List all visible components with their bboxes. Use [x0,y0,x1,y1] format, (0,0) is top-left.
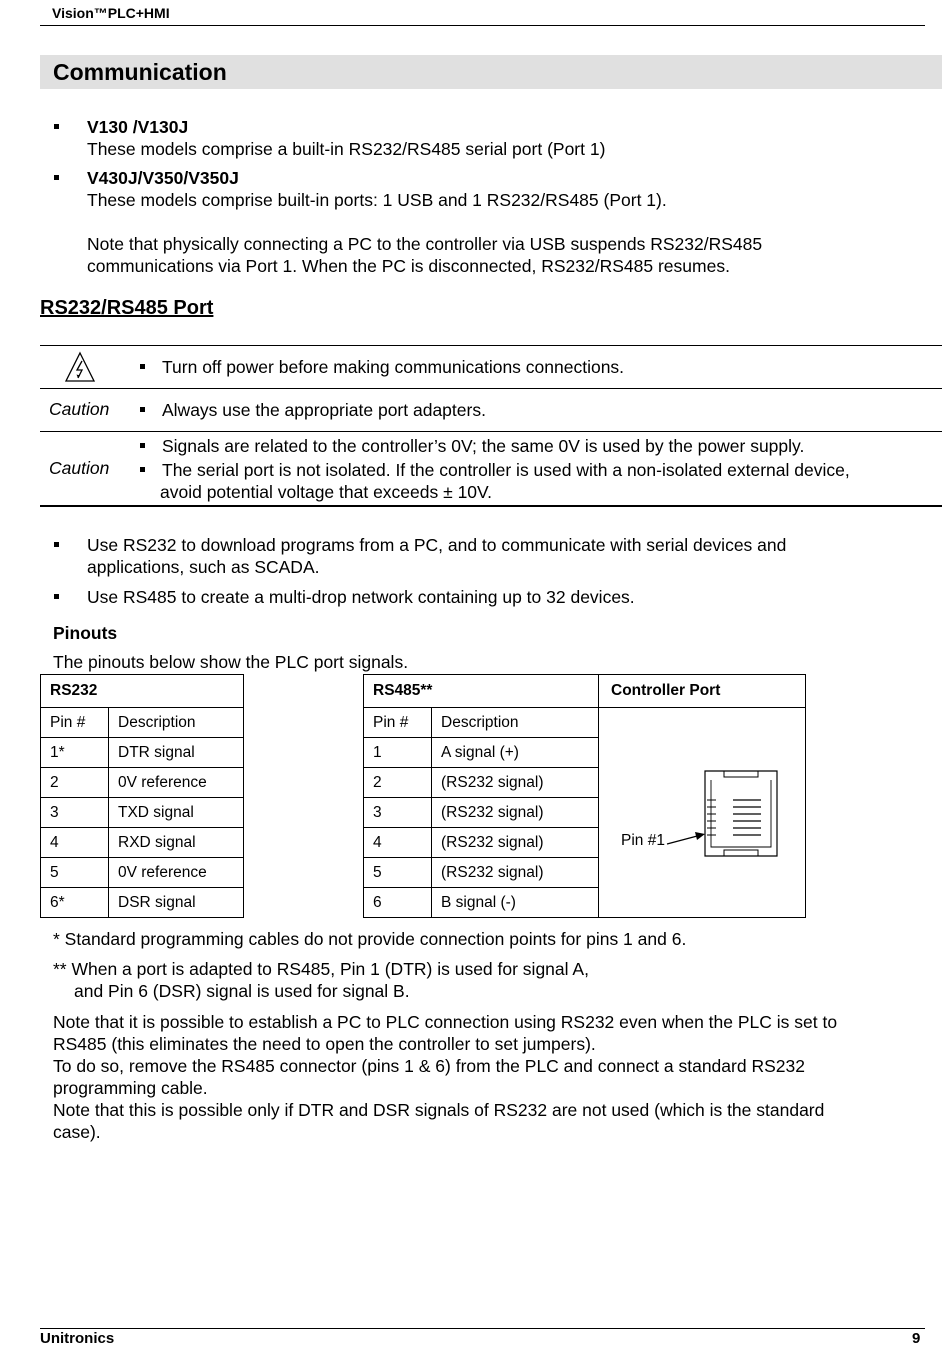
description-cell: (RS232 signal) [432,858,599,888]
model-description: These models comprise a built-in RS232/RS485 serial port (Port 1) [87,139,606,159]
pin-cell: 2 [41,768,109,798]
closing-paragraph-line: To do so, remove the RS485 connector (pins 1 & 6) from the PLC and connect a standard RS232 [53,1056,805,1076]
caution-table-rule [40,345,942,346]
pin-1-label: Pin #1 [621,832,665,849]
table-row [41,858,244,888]
table-title: RS232 [41,675,244,708]
closing-paragraph-line: Note that this is possible only if DTR and DSR signals of RS232 are not used (which is the standard [53,1100,825,1120]
pin-cell: 4 [364,828,432,858]
header-rule [40,25,925,26]
description-cell: DTR signal [109,738,244,768]
description-cell: RXD signal [109,828,244,858]
table-row [41,738,244,768]
column-header: Description [432,708,599,738]
description-cell: (RS232 signal) [432,828,599,858]
controller-port-title: Controller Port [599,675,806,708]
caution-table-rule [40,431,942,432]
usage-text: applications, such as SCADA. [87,557,320,577]
model-description: These models comprise built-in ports: 1 USB and 1 RS232/RS485 (Port 1). [87,190,667,210]
caution-table-rule [40,505,942,507]
caution-text: Turn off power before making communications connections. [162,357,625,377]
footer-company: Unitronics [40,1330,115,1347]
bullet-marker [54,175,59,180]
rs232-pin-table [40,674,244,918]
pin-cell: 2 [364,768,432,798]
pin-cell: 1 [364,738,432,768]
description-cell: DSR signal [109,888,244,918]
bullet-marker [140,443,145,448]
table-row [41,888,244,918]
description-cell: (RS232 signal) [432,798,599,828]
pin-cell: 1* [41,738,109,768]
pin-cell: 6 [364,888,432,918]
pin-cell: 3 [364,798,432,828]
bullet-marker [54,542,59,547]
bullet-marker [54,594,59,599]
description-cell: TXD signal [109,798,244,828]
usage-text: Use RS485 to create a multi-drop network containing up to 32 devices. [87,587,635,607]
caution-table-rule [40,388,942,389]
electric-shock-warning-icon [64,351,96,383]
closing-paragraph-line: Note that it is possible to establish a PC to PLC connection using RS232 even when the PLC is set to [53,1012,838,1032]
footnote: and Pin 6 (DSR) signal is used for signal B. [74,981,410,1001]
usage-text: Use RS232 to download programs from a PC, and to communicate with serial devices and [87,535,787,555]
pin-cell: 5 [41,858,109,888]
footer-rule [40,1328,925,1329]
description-cell: 0V reference [109,858,244,888]
bullet-marker [54,124,59,129]
usb-note-line: communications via Port 1. When the PC is disconnected, RS232/RS485 resumes. [87,256,730,276]
page-number: 9 [912,1330,921,1347]
footnote: ** When a port is adapted to RS485, Pin 1 (DTR) is used for signal A, [53,959,589,979]
table-row [41,828,244,858]
bullet-marker [140,364,145,369]
model-name: V430J/V350/V350J [87,168,239,188]
footnote: * Standard programming cables do not provide connection points for pins 1 and 6. [53,929,687,949]
closing-paragraph-line: RS485 (this eliminates the need to open the controller to set jumpers). [53,1034,596,1054]
controller-port-cell [599,708,806,918]
caution-text: Signals are related to the controller’s 0V; the same 0V is used by the power supply. [162,436,805,456]
closing-paragraph-line: programming cable. [53,1078,208,1098]
running-header: Vision™PLC+HMI [52,5,170,21]
table-row [41,768,244,798]
rj-connector-icon [599,708,803,920]
column-header: Pin # [41,708,109,738]
caution-label: Caution [49,399,110,419]
pin-cell: 6* [41,888,109,918]
caution-text: The serial port is not isolated. If the controller is used with a non-isolated external device, [162,460,850,480]
description-cell: B signal (-) [432,888,599,918]
port-heading: RS232/RS485 Port [40,297,214,319]
closing-paragraph-line: case). [53,1122,101,1142]
usb-note-line: Note that physically connecting a PC to the controller via USB suspends RS232/RS485 [87,234,763,254]
pin-cell: 4 [41,828,109,858]
model-name: V130 /V130J [87,117,189,137]
pinouts-heading: Pinouts [53,623,118,643]
description-cell: 0V reference [109,768,244,798]
column-header: Pin # [364,708,432,738]
table-row [41,798,244,828]
column-header: Description [109,708,244,738]
pinouts-intro: The pinouts below show the PLC port signals. [53,652,409,672]
pin-cell: 3 [41,798,109,828]
caution-text: Always use the appropriate port adapters. [162,400,486,420]
bullet-marker [140,467,145,472]
section-title: Communication [53,59,227,85]
caution-text: avoid potential voltage that exceeds ± 10V. [160,482,492,502]
rs485-pin-table [363,674,806,918]
pin-cell: 5 [364,858,432,888]
description-cell: (RS232 signal) [432,768,599,798]
caution-label: Caution [49,458,110,478]
description-cell: A signal (+) [432,738,599,768]
bullet-marker [140,407,145,412]
table-title: RS485** [364,675,599,708]
